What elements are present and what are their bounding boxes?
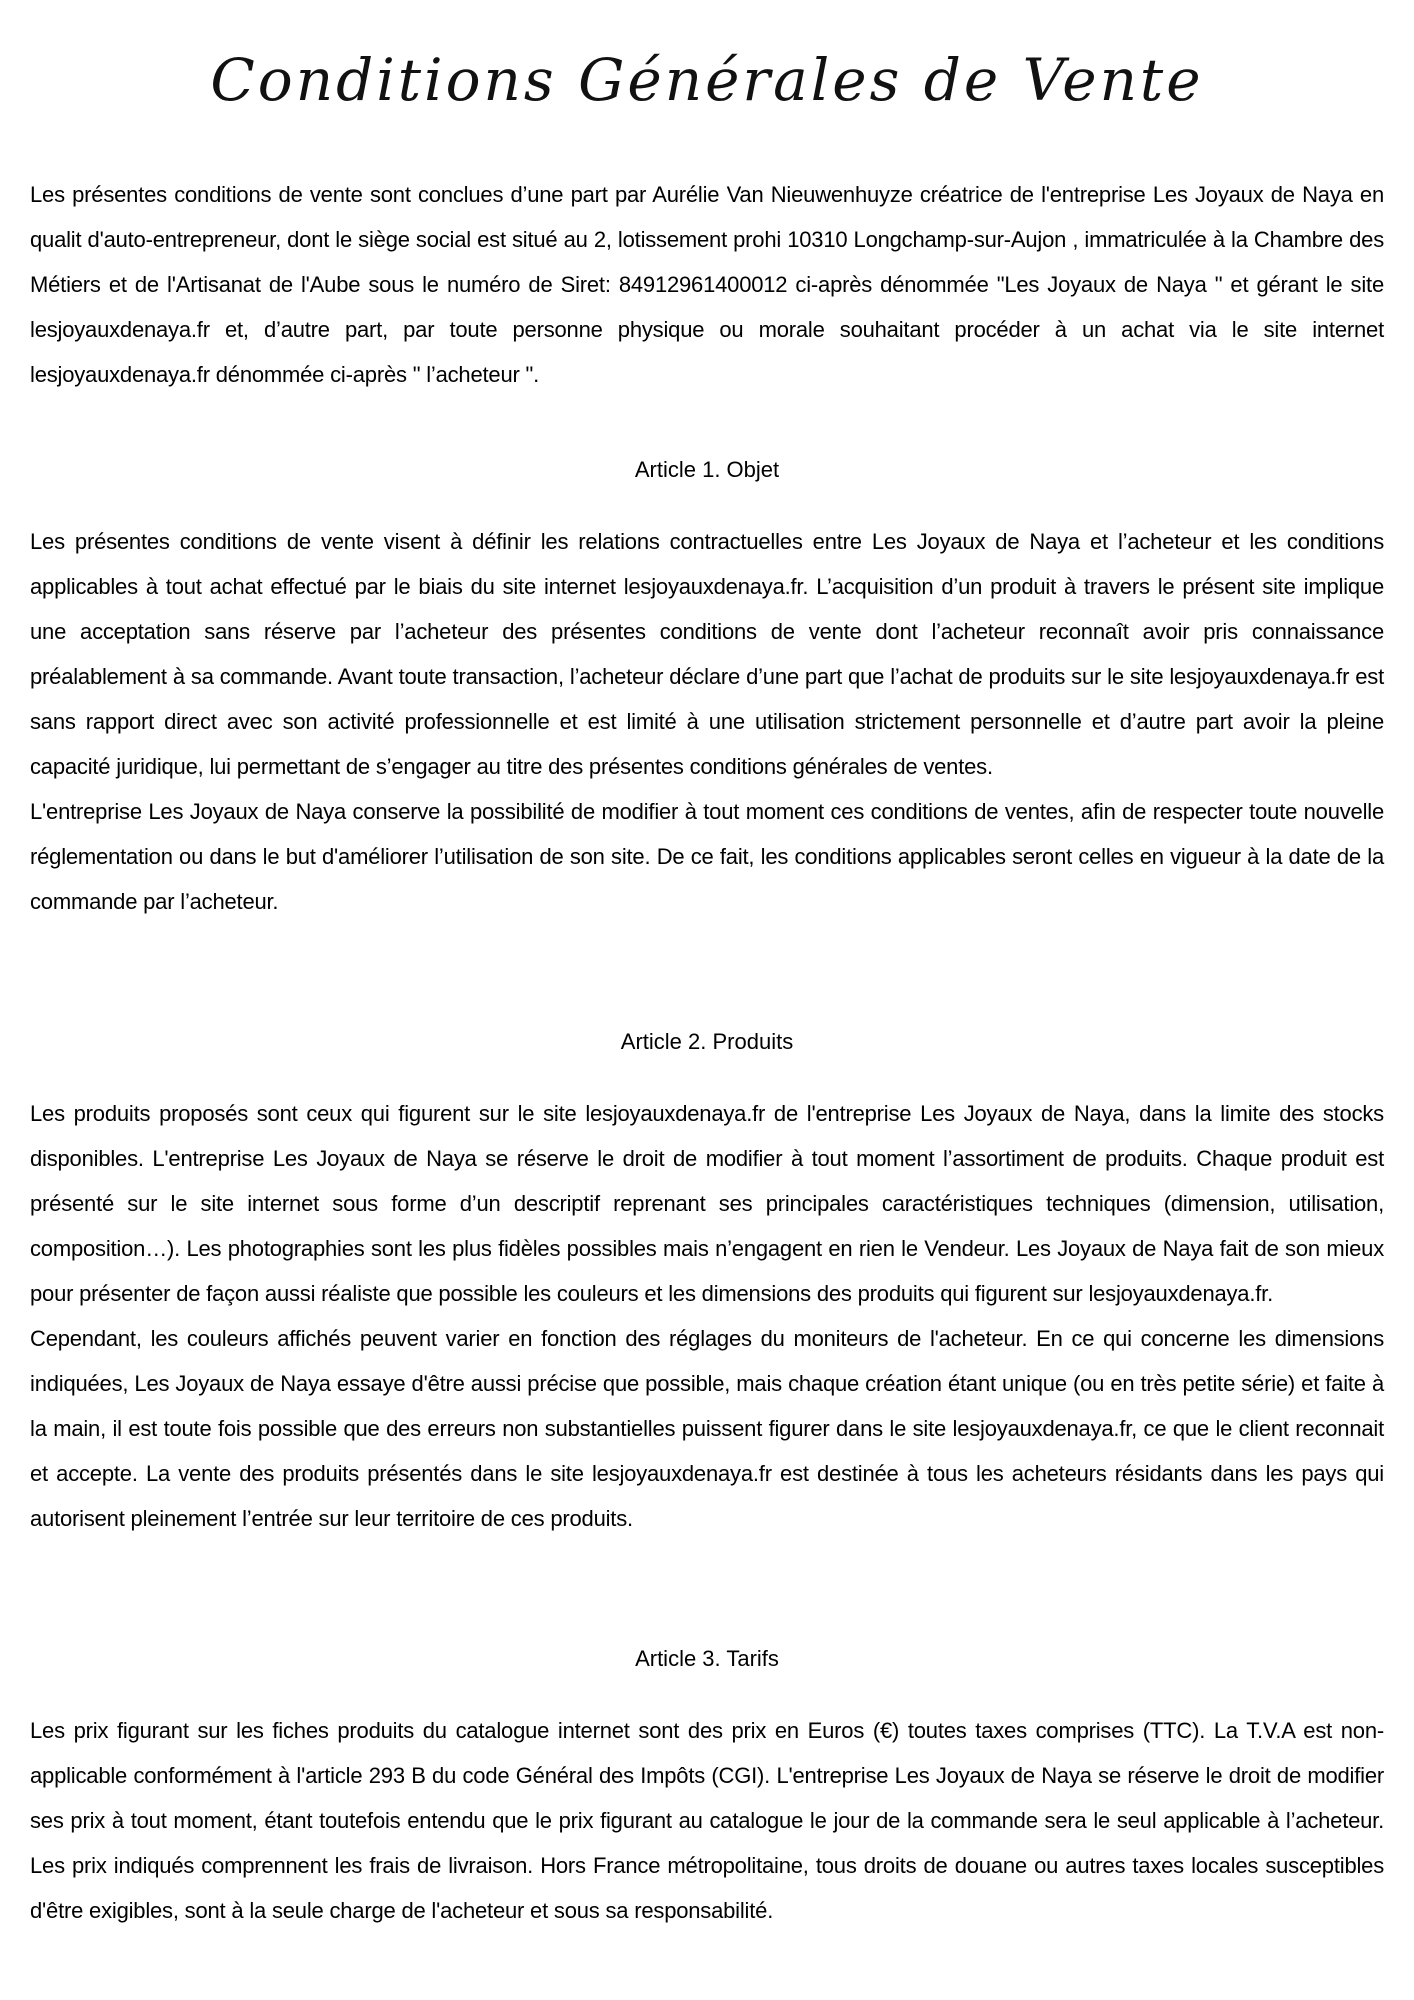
- article-2-section: [30, 1019, 1384, 1541]
- article-2-paragraph-2: Cependant, les couleurs affichés peuvent varier en fonction des réglages du moniteurs de l'acheteur. En ce qui concerne les dimensions indiquées, Les Joyaux de Naya essaye d'être aussi précise que possible, mais chaque création étant unique (ou en très petite série) et faite à la main, il est toute fois possible que des erreurs non substantielles puissent figurer dans le site lesjoyauxdenaya.fr, ce que le client reconnait et accepte. La vente des produits présentés dans le site lesjoyauxdenaya.fr est destinée à tous les acheteurs résidants dans les pays qui autorisent pleinement l’entrée sur leur territoire de ces produits.: [30, 1326, 1384, 1531]
- article-1-section: [30, 447, 1384, 924]
- article-3-paragraph-1: Les prix figurant sur les fiches produits du catalogue internet sont des prix en Euros (€) toutes taxes comprises (TTC). La T.V.A est non-applicable conformément à l'article 293 B du code Général des Impôts (CGI). L'entreprise Les Joyaux de Naya se réserve le droit de modifier ses prix à tout moment, étant toutefois entendu que le prix figurant au catalogue le jour de la commande sera le seul applicable à l’acheteur. Les prix indiqués comprennent les frais de livraison. Hors France métropolitaine, tous droits de douane ou autres taxes locales susceptibles d'être exigibles, sont à la seule charge de l'acheteur et sous sa responsabilité.: [30, 1718, 1384, 1923]
- article-3-heading: Article 3. Tarifs: [635, 1646, 779, 1671]
- article-3-section: [30, 1636, 1384, 1933]
- article-1-paragraph-1: Les présentes conditions de vente visent à définir les relations contractuelles entre Les Joyaux de Naya et l’acheteur et les conditions applicables à tout achat effectué par le biais du site internet lesjoyauxdenaya.fr. L’acquisition d’un produit à travers le présent site implique une acceptation sans réserve par l’acheteur des présentes conditions de vente dont l’acheteur reconnaît avoir pris connaissance préalablement à sa commande. Avant toute transaction, l’acheteur déclare d’une part que l’achat de produits sur le site lesjoyauxdenaya.fr est sans rapport direct avec son activité professionnelle et est limité à une utilisation strictement personnelle et d’autre part avoir la pleine capacité juridique, lui permettant de s’engager au titre des présentes conditions générales de ventes.: [30, 529, 1384, 779]
- article-1-paragraph-2: L'entreprise Les Joyaux de Naya conserve la possibilité de modifier à tout moment ces conditions de ventes, afin de respecter toute nouvelle réglementation ou dans le but d'améliorer l’utilisation de son site. De ce fait, les conditions applicables seront celles en vigueur à la date de la commande par l’acheteur.: [30, 799, 1384, 914]
- intro-paragraph: Les présentes conditions de vente sont conclues d’une part par Aurélie Van Nieuwenhuyze créatrice de l'entreprise Les Joyaux de Naya en qualit d'auto-entrepreneur, dont le siège social est situé au 2, lotissement prohi 10310 Longchamp-sur-Aujon , immatriculée à la Chambre des Métiers et de l'Artisanat de l'Aube sous le numéro de Siret: 84912961400012 ci-après dénommée "Les Joyaux de Naya " et gérant le site lesjoyauxdenaya.fr et, d’autre part, par toute personne physique ou morale souhaitant procéder à un achat via le site internet lesjoyauxdenaya.fr dénommée ci-après " l’acheteur ".: [30, 182, 1384, 387]
- article-2-heading: Article 2. Produits: [620, 1029, 794, 1054]
- page-title: Conditions Générales de Vente: [210, 46, 1204, 114]
- article-1-heading: Article 1. Objet: [634, 457, 780, 482]
- article-2-paragraph-1: Les produits proposés sont ceux qui figurent sur le site lesjoyauxdenaya.fr de l'entreprise Les Joyaux de Naya, dans la limite des stocks disponibles. L'entreprise Les Joyaux de Naya se réserve le droit de modifier à tout moment l’assortiment de produits. Chaque produit est présenté sur le site internet sous forme d’un descriptif reprenant ses principales caractéristiques techniques (dimension, utilisation, composition…). Les photographies sont les plus fidèles possibles mais n’engagent en rien le Vendeur. Les Joyaux de Naya fait de son mieux pour présenter de façon aussi réaliste que possible les couleurs et les dimensions des produits qui figurent sur lesjoyauxdenaya.fr.: [30, 1101, 1384, 1306]
